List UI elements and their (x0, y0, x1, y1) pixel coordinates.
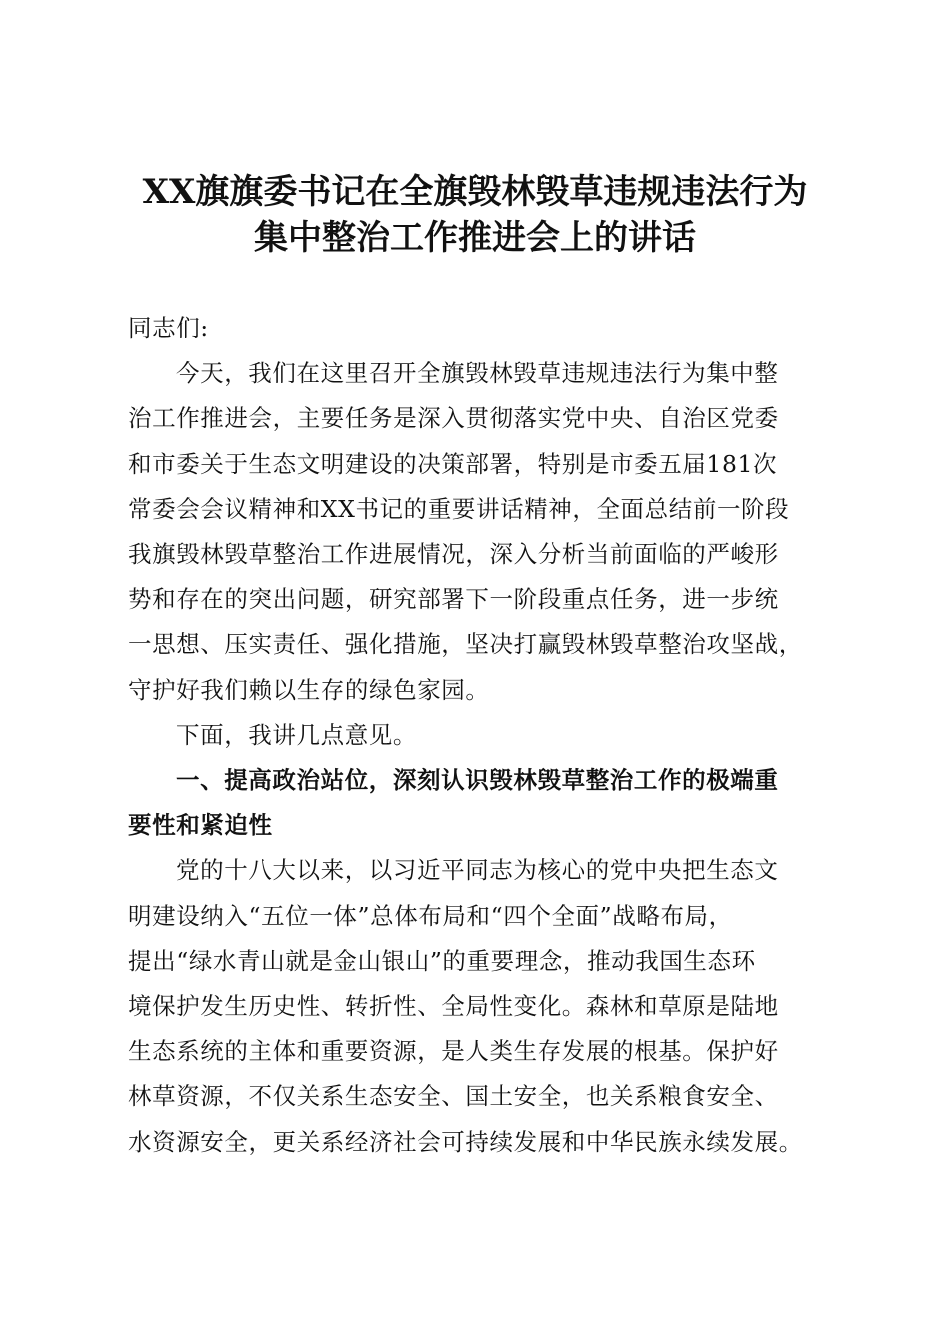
section-1-heading (128, 758, 840, 848)
heading-line: 要性和紧迫性 (128, 811, 273, 840)
text-line: 常委会会议精神和XX书记的重要讲话精神，全面总结前一阶段 (128, 494, 790, 523)
heading-line: 一、提高政治站位，深刻认识毁林毁草整治工作的极端重 (176, 766, 779, 795)
text-line: 我旗毁林毁草整治工作进展情况，深入分析当前面临的严峻形 (128, 540, 779, 569)
text-line: 今天，我们在这里召开全旗毁林毁草违规违法行为集中整 (176, 359, 779, 388)
transition-paragraph: 下面，我讲几点意见。 (176, 720, 417, 749)
text-line: 明建设纳入“五位一体”总体布局和“四个全面”战略布局， (128, 901, 733, 930)
text-line: 生态系统的主体和重要资源，是人类生存发展的根基。保护好 (128, 1037, 779, 1066)
text-line: 提出“绿水青山就是金山银山”的重要理念，推动我国生态环 (128, 946, 756, 975)
document-title-line-2: 集中整治工作推进会上的讲话 (254, 218, 696, 258)
text-line: 境保护发生历史性、转折性、全局性变化。森林和草原是陆地 (128, 992, 779, 1021)
section-1-paragraph (128, 848, 840, 1164)
text-line: 林草资源，不仅关系生态安全、国土安全，也关系粮食安全、 (128, 1082, 779, 1111)
salutation: 同志们: (128, 314, 209, 342)
text-line: 势和存在的突出问题，研究部署下一阶段重点任务，进一步统 (128, 585, 779, 614)
text-line: 水资源安全，更关系经济社会可持续发展和中华民族永续发展。 (128, 1127, 803, 1156)
text-line: 和市委关于生态文明建设的决策部署，特别是市委五届181次 (128, 449, 778, 478)
text-line: 治工作推进会，主要任务是深入贯彻落实党中央、自治区党委 (128, 404, 779, 433)
text-line: 党的十八大以来，以习近平同志为核心的党中央把生态文 (176, 856, 779, 885)
document-body (128, 306, 840, 1165)
text-line: 一思想、压实责任、强化措施，坚决打赢毁林毁草整治攻坚战， (128, 630, 803, 659)
text-line: 守护好我们赖以生存的绿色家园。 (128, 675, 490, 704)
intro-paragraph (128, 351, 840, 713)
document-title-line-1: XX旗旗委书记在全旗毁林毁草违规违法行为 (142, 172, 808, 212)
